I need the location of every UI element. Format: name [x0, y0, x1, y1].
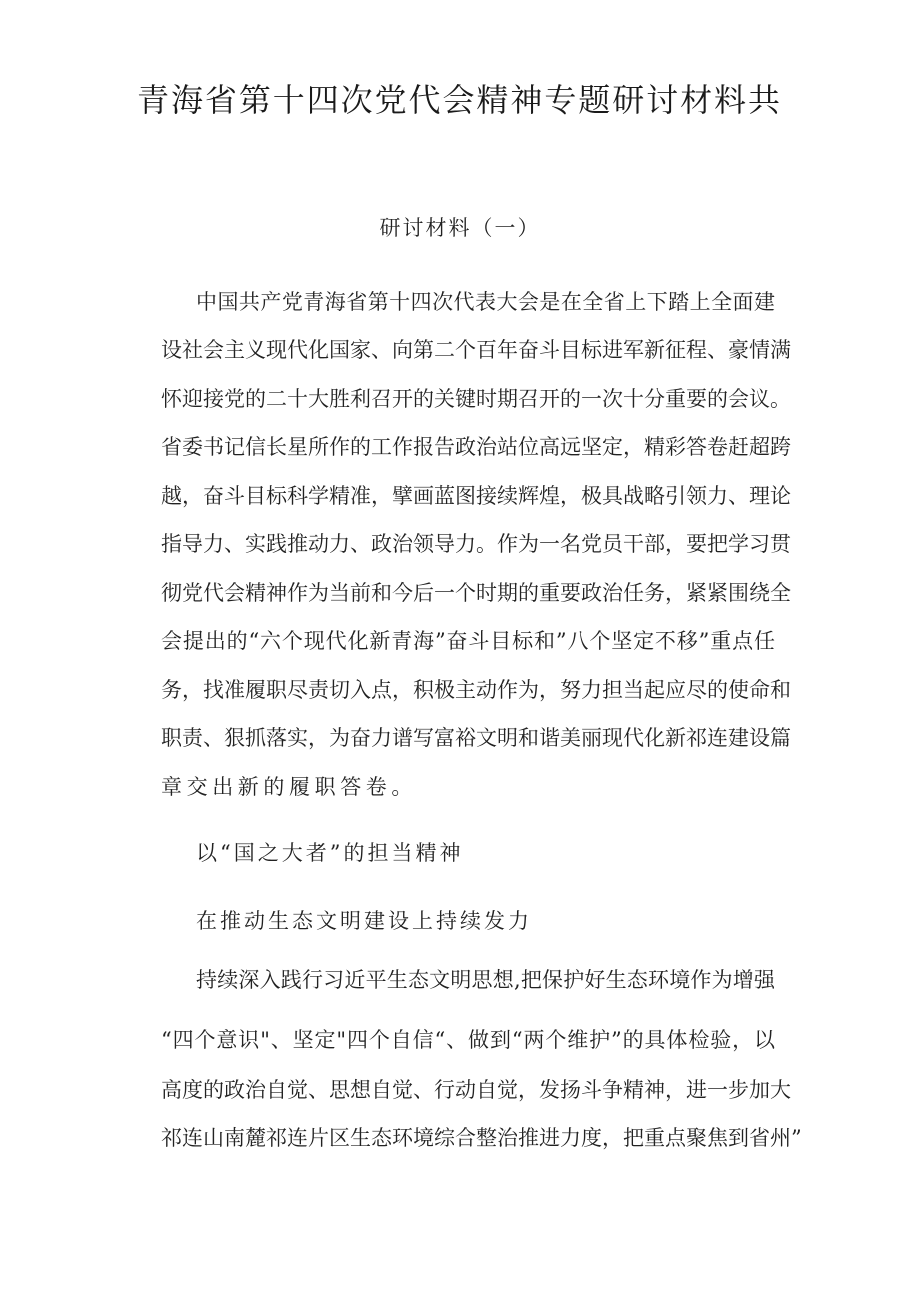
paragraph-line: 务，找准履职尽责切入点，积极主动作为，努力担当起应尽的使命和 [161, 678, 791, 702]
paragraph-line: 越，奋斗目标科学精准，擘画蓝图接续辉煌，极具战略引领力、理论 [161, 484, 791, 508]
paragraph-line: “四个意识"、坚定"四个自信“、做到“两个维护”的具体检验，以 [161, 1028, 775, 1052]
section-heading: 以“国之大者”的担当精神 [196, 841, 464, 865]
paragraph-line: 怀迎接党的二十大胜利召开的关键时期召开的一次十分重要的会议。 [161, 387, 791, 411]
paragraph-line: 会提出的“六个现代化新青海”奋斗目标和”八个坚定不移”重点任 [161, 629, 775, 653]
paragraph-line: 持续深入践行习近平生态文明思想,把保护好生态环境作为增强 [196, 968, 775, 992]
paragraph-line: 指导力、实践推动力、政治领导力。作为一名党员干部，要把学习贯 [161, 532, 791, 556]
section-heading: 在推动生态文明建设上持续发力 [196, 909, 532, 933]
paragraph-line: 高度的政治自觉、思想自觉、行动自觉，发扬斗争精神，进一步加大 [161, 1078, 791, 1102]
document-title: 青海省第十四次党代会精神专题研讨材料共 [137, 81, 780, 119]
paragraph-line: 职责、狠抓落实，为奋力谱写富裕文明和谐美丽现代化新祁连建设篇 [161, 726, 791, 750]
paragraph-line: 中国共产党青海省第十四次代表大会是在全省上下踏上全面建 [196, 290, 775, 314]
paragraph-line: 祁连山南麓祁连片区生态环境综合整治推进力度，把重点聚焦到省州” [161, 1126, 802, 1150]
paragraph-line: 章交出新的履职答卷。 [161, 775, 417, 799]
paragraph-line: 彻党代会精神作为当前和今后一个时期的重要政治任务，紧紧围绕全 [161, 581, 791, 605]
paragraph-line: 省委书记信长星所作的工作报告政治站位高远坚定，精彩答卷赶超跨 [161, 435, 791, 459]
section-subtitle: 研讨材料（一） [379, 216, 541, 240]
paragraph-line: 设社会主义现代化国家、向第二个百年奋斗目标进军新征程、豪情满 [161, 338, 791, 362]
